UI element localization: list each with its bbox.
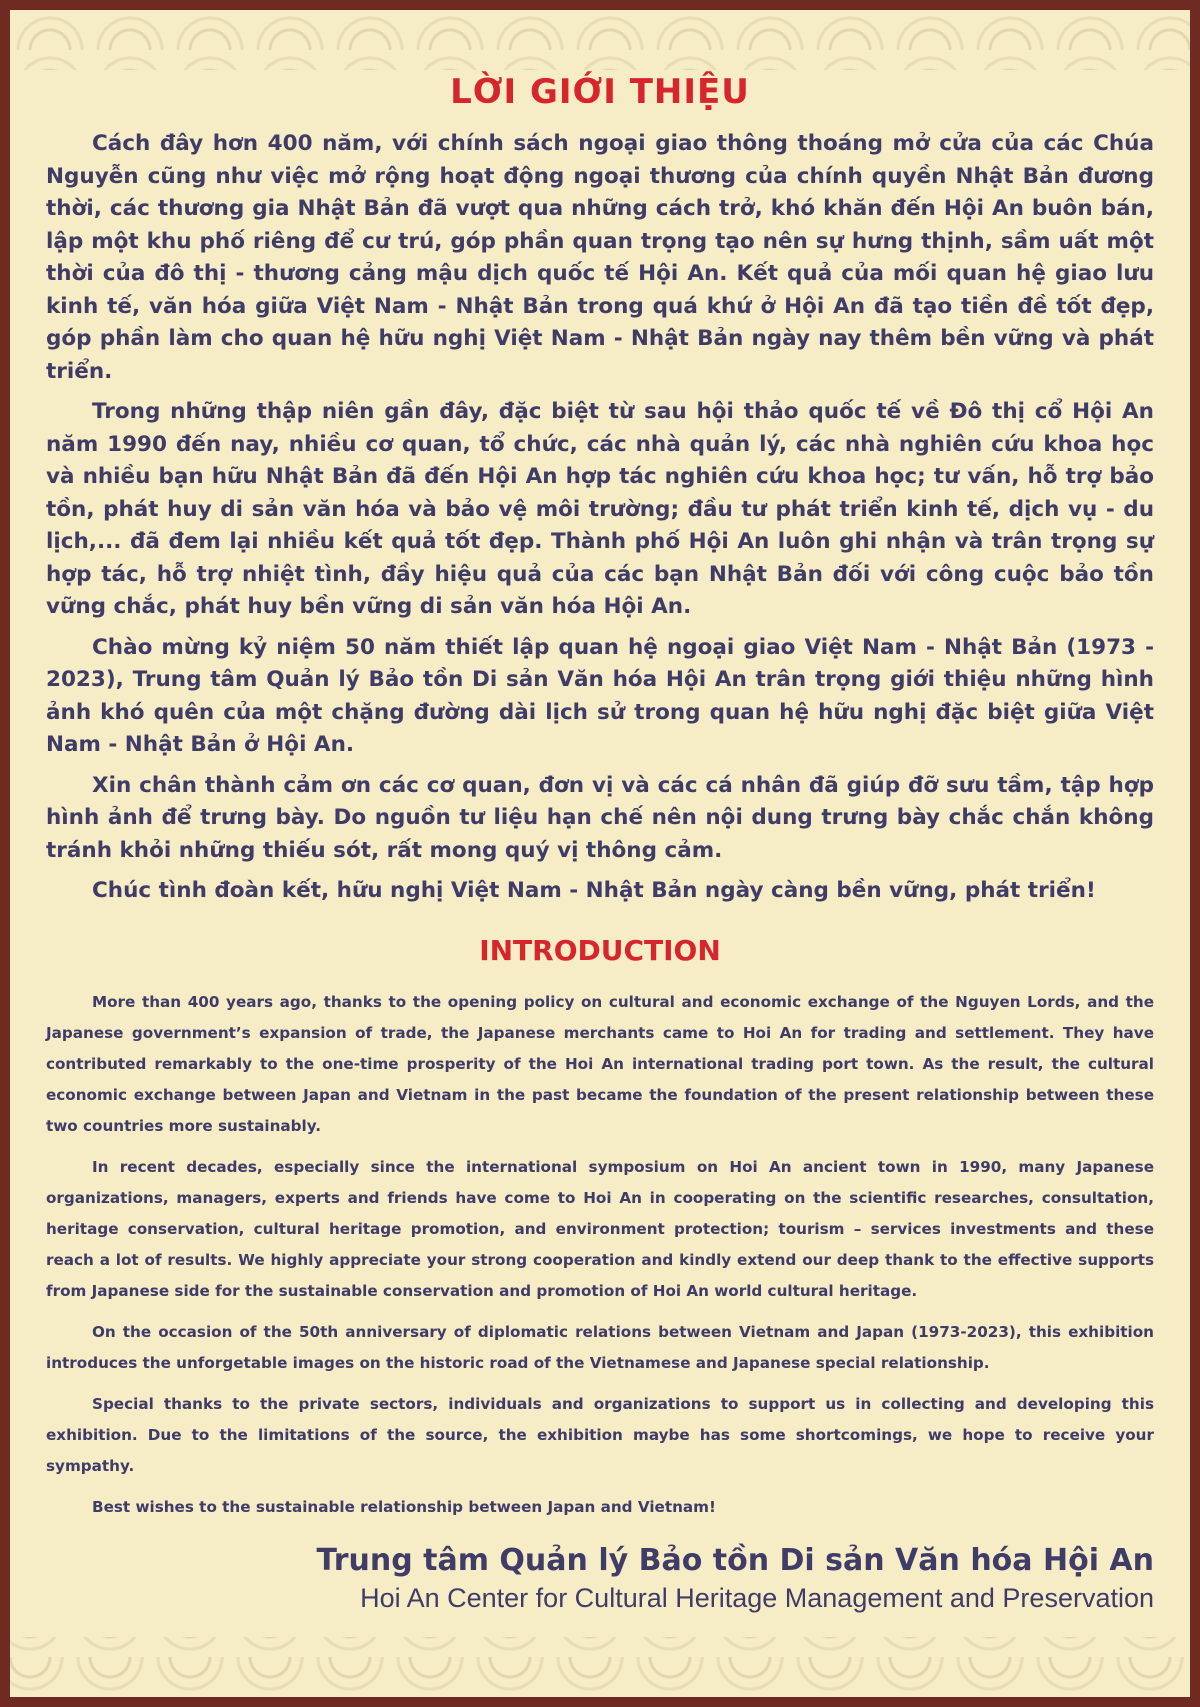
vietnamese-paragraph: Chào mừng kỷ niệm 50 năm thiết lập quan hệ ngoại giao Việt Nam - Nhật Bản (1973 - 2023), Trung tâm Quản lý Bảo tồn Di sản Văn hóa Hội An trân trọng giới thiệu những hình ảnh khó quên của một chặng đường dài lịch sử trong quan hệ hữu nghị đặc biệt giữa Việt Nam - Nhật Bản ở Hội An. <box>46 634 1154 757</box>
english-paragraph: Special thanks to the private sectors, individuals and organizations to support us in collecting and developing this exhibition. Due to the limitations of the source, the exhibition maybe has some shortcomings, we hope to receive your sympathy. <box>46 1394 1154 1475</box>
signature-vietnamese: Trung tâm Quản lý Bảo tồn Di sản Văn hóa Hội An <box>316 1542 1154 1578</box>
vietnamese-paragraph: Trong những thập niên gần đây, đặc biệt từ sau hội thảo quốc tế về Đô thị cổ Hội An năm 1990 đến nay, nhiều cơ quan, tổ chức, các nhà quản lý, các nhà nghiên cứu khoa học và nhiều bạn hữu Nhật Bản đã đến Hội An hợp tác nghiên cứu khoa học; tư vấn, hỗ trợ bảo tồn, phát huy di sản văn hóa và bảo vệ môi trường; đầu tư phát triển kinh tế, dịch vụ - du lịch,... đã đem lại nhiều kết quả tốt đẹp. Thành phố Hội An luôn ghi nhận và trân trọng sự hợp tác, hỗ trợ nhiệt tình, đầy hiệu quả của các bạn Nhật Bản đối với công cuộc bảo tồn vững chắc, phát huy bền vững di sản văn hóa Hội An. <box>46 399 1154 619</box>
english-paragraph: More than 400 years ago, thanks to the opening policy on cultural and economic exchange of the Nguyen Lords, and the Japanese government’s expansion of trade, the Japanese merchants came to Hoi An for trading and settlement. They have contributed remarkably to the one-time prosperity of the Hoi An international trading port town. As the result, the cultural economic exchange between Japan and Vietnam in the past became the foundation of the present relationship between these two countries more sustainably. <box>46 992 1154 1135</box>
vietnamese-paragraph: Chúc tình đoàn kết, hữu nghị Việt Nam - Nhật Bản ngày càng bền vững, phát triển! <box>92 878 1096 903</box>
vietnamese-paragraph: Xin chân thành cảm ơn các cơ quan, đơn vị và các cá nhân đã giúp đỡ sưu tầm, tập hợp hình ảnh để trưng bày. Do nguồn tư liệu hạn chế nên nội dung trưng bày chắc chắn không tránh khỏi những thiếu sót, rất mong quý vị thông cảm. <box>46 772 1154 863</box>
english-paragraph: In recent decades, especially since the international symposium on Hoi An ancient town in 1990, many Japanese organizations, managers, experts and friends have come to Hoi An in cooperating on the scientific researches, consultation, heritage conservation, cultural heritage promotion, and environment protection; tourism – services investments and these reach a lot of results. We highly appreciate your strong cooperation and kindly extend our deep thank to the effective supports from Japanese side for the sustainable conservation and promotion of Hoi An world cultural heritage. <box>46 1157 1154 1300</box>
vietnamese-paragraph: Cách đây hơn 400 năm, với chính sách ngoại giao thông thoáng mở cửa của các Chúa Nguyễn cũng như việc mở rộng hoạt động ngoại thương của chính quyền Nhật Bản đương thời, các thương gia Nhật Bản đã vượt qua những cách trở, khó khăn đến Hội An buôn bán, lập một khu phố riêng để cư trú, góp phần quan trọng tạo nên sự hưng thịnh, sầm uất một thời của đô thị - thương cảng mậu dịch quốc tế Hội An. Kết quả của mối quan hệ giao lưu kinh tế, văn hóa giữa Việt Nam - Nhật Bản trong quá khứ ở Hội An đã tạo tiền đề tốt đẹp, góp phần làm cho quan hệ hữu nghị Việt Nam - Nhật Bản ngày nay thêm bền vững và phát triển. <box>46 131 1154 384</box>
vietnamese-title: LỜI GIỚI THIỆU <box>450 72 750 112</box>
english-paragraph: On the occasion of the 50th anniversary of diplomatic relations between Vietnam and Japan (1973-2023), this exhibition introduces the unforgetable images on the historic road of the Vietnamese and Japanese special relationship. <box>46 1322 1154 1372</box>
document-frame <box>10 10 1190 1697</box>
english-paragraph: Best wishes to the sustainable relationship between Japan and Vietnam! <box>92 1497 716 1516</box>
signature-english: Hoi An Center for Cultural Heritage Management and Preservation <box>360 1582 1154 1613</box>
signature-block <box>46 1541 1154 1615</box>
document-content <box>46 58 1154 1615</box>
decorative-border-bottom <box>10 1637 1190 1697</box>
english-title: INTRODUCTION <box>479 933 721 967</box>
